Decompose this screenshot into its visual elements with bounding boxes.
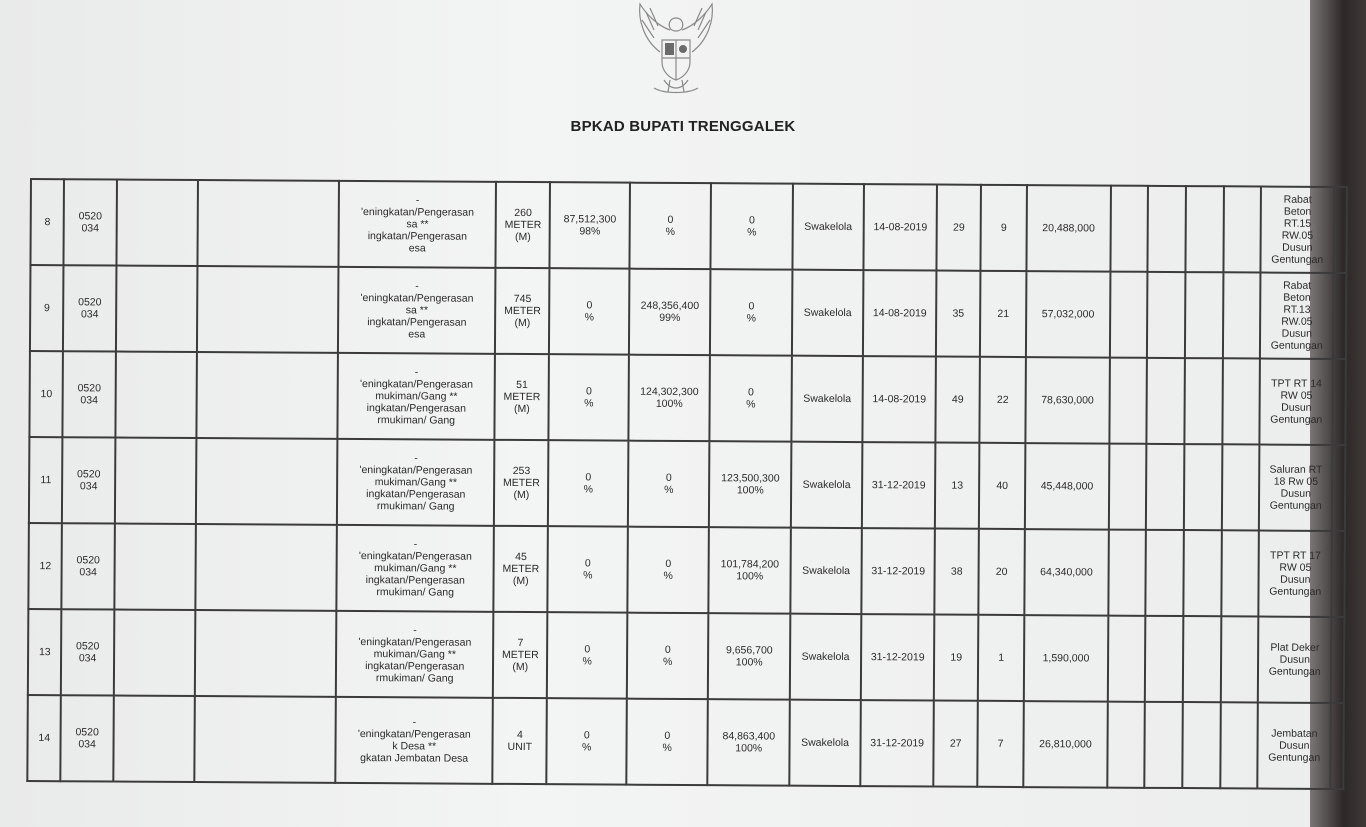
table-row xyxy=(30,179,1347,273)
tanggal: 31-12-2019 xyxy=(862,442,936,528)
table-row xyxy=(28,609,1345,703)
anggaran-col-1: 0 % xyxy=(547,612,627,698)
count-1: 27 xyxy=(933,701,977,787)
blank-cell xyxy=(197,266,339,353)
table-row xyxy=(29,351,1346,445)
blank-cell xyxy=(1331,703,1344,789)
anggaran-col-2: 0 % xyxy=(627,527,709,613)
blank-cell xyxy=(1220,616,1258,702)
count-1: 19 xyxy=(934,615,978,701)
anggaran-col-1: 87,512,300 98% xyxy=(550,182,630,268)
blank-cell xyxy=(116,266,198,352)
blank-cell xyxy=(1109,444,1147,530)
volume: 253 METER (M) xyxy=(494,440,549,526)
nilai: 26,810,000 xyxy=(1023,701,1107,788)
kegiatan-name: - 'eningkatan/Pengerasan mukiman/Gang ** ingkatan/Pengerasan rmukiman/ Gang xyxy=(336,611,493,698)
blank-cell xyxy=(116,180,198,266)
volume: 51 METER (M) xyxy=(495,354,550,440)
blank-cell xyxy=(1221,444,1259,530)
nilai: 45,448,000 xyxy=(1025,443,1109,530)
blank-cell xyxy=(196,524,338,611)
volume: 45 METER (M) xyxy=(493,526,548,612)
kode-rekening: 0520 034 xyxy=(63,265,116,351)
blank-cell xyxy=(1222,272,1260,358)
blank-cell xyxy=(1108,530,1146,616)
anggaran-col-3: 84,863,400 100% xyxy=(708,699,790,785)
blank-cell xyxy=(1183,616,1221,702)
kegiatan-name: - 'eningkatan/Pengerasan mukiman/Gang ** ingkatan/Pengerasan rmukiman/ Gang xyxy=(337,439,494,526)
row-number: 9 xyxy=(30,265,64,351)
volume: 745 METER (M) xyxy=(495,268,550,354)
lokasi: TPT RT 14 RW 05 Dusun Gentungan xyxy=(1260,359,1334,445)
kode-rekening: 0520 034 xyxy=(63,351,116,437)
blank-cell xyxy=(1184,358,1222,444)
blank-cell xyxy=(1146,530,1184,616)
row-number: 11 xyxy=(29,437,63,523)
blank-cell xyxy=(1147,272,1185,358)
row-number: 10 xyxy=(29,351,63,437)
blank-cell xyxy=(1110,186,1148,272)
lokasi: Plat Deker Dusun Gentungan xyxy=(1258,617,1332,703)
kegiatan-name: - 'eningkatan/Pengerasan sa ** ingkatan/Pengerasan esa xyxy=(339,181,496,268)
anggaran-col-2: 0 % xyxy=(627,613,709,699)
count-2: 22 xyxy=(979,357,1026,443)
anggaran-col-3: 0 % xyxy=(711,183,793,269)
metode: Swakelola xyxy=(792,270,864,356)
blank-cell xyxy=(197,352,339,439)
metode: Swakelola xyxy=(791,442,863,528)
anggaran-col-3: 123,500,300 100% xyxy=(709,441,791,527)
row-number: 13 xyxy=(28,609,62,695)
kode-rekening: 0520 034 xyxy=(64,179,117,265)
table-row xyxy=(30,265,1347,359)
count-2: 40 xyxy=(979,443,1026,529)
lokasi: TPT RT 17 RW 05 Dusun Gentungan xyxy=(1259,531,1333,617)
nilai: 1,590,000 xyxy=(1024,615,1108,702)
kegiatan-name: - 'eningkatan/Pengerasan k Desa ** gkatan Jembatan Desa xyxy=(336,697,493,784)
metode: Swakelola xyxy=(789,700,861,786)
page-title: BPKAD BUPATI TRENGGALEK xyxy=(570,118,796,135)
count-1: 13 xyxy=(935,443,979,529)
tanggal: 14-08-2019 xyxy=(863,270,937,356)
tanggal: 31-12-2019 xyxy=(860,700,934,786)
blank-cell xyxy=(1223,186,1261,272)
table-row xyxy=(28,523,1345,617)
blank-cell xyxy=(1220,702,1258,788)
anggaran-col-1: 0 % xyxy=(548,526,628,612)
count-2: 9 xyxy=(981,185,1028,271)
blank-cell xyxy=(1333,359,1346,445)
blank-cell xyxy=(1185,186,1223,272)
anggaran-col-1: 0 % xyxy=(547,698,627,784)
blank-cell xyxy=(1107,702,1145,788)
volume: 260 METER (M) xyxy=(496,182,551,268)
blank-cell xyxy=(1332,531,1345,617)
nilai: 78,630,000 xyxy=(1025,357,1109,444)
anggaran-col-3: 9,656,700 100% xyxy=(708,613,790,699)
count-2: 1 xyxy=(978,615,1025,701)
blank-cell xyxy=(1147,358,1185,444)
count-2: 20 xyxy=(978,529,1025,615)
blank-cell xyxy=(1182,702,1220,788)
blank-cell xyxy=(1146,444,1184,530)
realisasi-table xyxy=(26,178,1348,790)
anggaran-col-1: 0 % xyxy=(549,354,629,440)
count-1: 49 xyxy=(936,357,980,443)
tanggal: 14-08-2019 xyxy=(863,184,937,270)
volume: 7 METER (M) xyxy=(493,612,548,698)
lokasi: Jembatan Dusun Gentungan xyxy=(1257,703,1331,789)
nilai: 64,340,000 xyxy=(1024,529,1108,616)
anggaran-col-3: 0 % xyxy=(710,269,792,355)
row-number: 12 xyxy=(28,523,62,609)
blank-cell xyxy=(1332,445,1345,531)
blank-cell xyxy=(1334,187,1347,273)
tanggal: 31-12-2019 xyxy=(861,528,935,614)
blank-cell xyxy=(196,438,338,525)
nilai: 57,032,000 xyxy=(1026,271,1110,358)
blank-cell xyxy=(115,438,197,524)
blank-cell xyxy=(115,352,197,438)
tanggal: 14-08-2019 xyxy=(862,356,936,442)
count-1: 35 xyxy=(936,271,980,357)
blank-cell xyxy=(113,696,195,782)
lokasi: Saluran RT 18 Rw 05 Dusun Gentungan xyxy=(1259,445,1333,531)
volume: 4 UNIT xyxy=(492,698,547,784)
blank-cell xyxy=(1221,530,1259,616)
blank-cell xyxy=(1333,273,1346,359)
blank-cell xyxy=(1331,617,1344,703)
blank-cell xyxy=(1148,186,1186,272)
blank-cell xyxy=(114,524,196,610)
metode: Swakelola xyxy=(791,356,863,442)
kegiatan-name: - 'eningkatan/Pengerasan sa ** ingkatan/Pengerasan esa xyxy=(338,267,495,354)
blank-cell xyxy=(195,610,337,697)
nilai: 20,488,000 xyxy=(1027,185,1111,272)
anggaran-col-2: 124,302,300 100% xyxy=(628,355,710,441)
blank-cell xyxy=(1222,358,1260,444)
anggaran-col-2: 0 % xyxy=(626,699,708,785)
kegiatan-name: - 'eningkatan/Pengerasan mukiman/Gang ** ingkatan/Pengerasan rmukiman/ Gang xyxy=(337,525,494,612)
kode-rekening: 0520 034 xyxy=(61,609,114,695)
kegiatan-name: - 'eningkatan/Pengerasan mukiman/Gang ** ingkatan/Pengerasan rmukiman/ Gang xyxy=(338,353,495,440)
anggaran-col-1: 0 % xyxy=(549,268,629,354)
blank-cell xyxy=(1145,702,1183,788)
anggaran-col-2: 0 % xyxy=(628,441,710,527)
garuda-emblem-icon xyxy=(624,0,728,100)
blank-cell xyxy=(1185,272,1223,358)
blank-cell xyxy=(1109,358,1147,444)
blank-cell xyxy=(1145,616,1183,702)
count-2: 7 xyxy=(977,701,1024,787)
blank-cell xyxy=(1184,444,1222,530)
anggaran-col-3: 0 % xyxy=(710,355,792,441)
tanggal: 31-12-2019 xyxy=(861,614,935,700)
blank-cell xyxy=(1107,616,1145,702)
count-1: 38 xyxy=(935,529,979,615)
blank-cell xyxy=(195,696,337,783)
blank-cell xyxy=(198,180,340,267)
blank-cell xyxy=(1183,530,1221,616)
count-1: 29 xyxy=(937,185,981,271)
lokasi: Rabat Beton RT.15 RW.05 Dusun Gentungan xyxy=(1261,187,1335,273)
anggaran-col-3: 101,784,200 100% xyxy=(709,527,791,613)
table-row xyxy=(27,695,1344,789)
blank-cell xyxy=(1110,272,1148,358)
kode-rekening: 0520 034 xyxy=(61,695,114,781)
blank-cell xyxy=(114,610,196,696)
row-number: 14 xyxy=(27,695,61,781)
count-2: 21 xyxy=(980,271,1027,357)
kode-rekening: 0520 034 xyxy=(62,523,115,609)
metode: Swakelola xyxy=(790,614,862,700)
table-row xyxy=(29,437,1346,531)
row-number: 8 xyxy=(30,179,64,265)
metode: Swakelola xyxy=(792,184,864,270)
anggaran-col-2: 0 % xyxy=(629,183,711,269)
kode-rekening: 0520 034 xyxy=(62,437,115,523)
lokasi: Rabat Beton RT.13 RW.05 Dusun Gentungan xyxy=(1260,273,1334,359)
anggaran-col-2: 248,356,400 99% xyxy=(629,269,711,355)
anggaran-col-1: 0 % xyxy=(548,440,628,526)
metode: Swakelola xyxy=(790,528,862,614)
